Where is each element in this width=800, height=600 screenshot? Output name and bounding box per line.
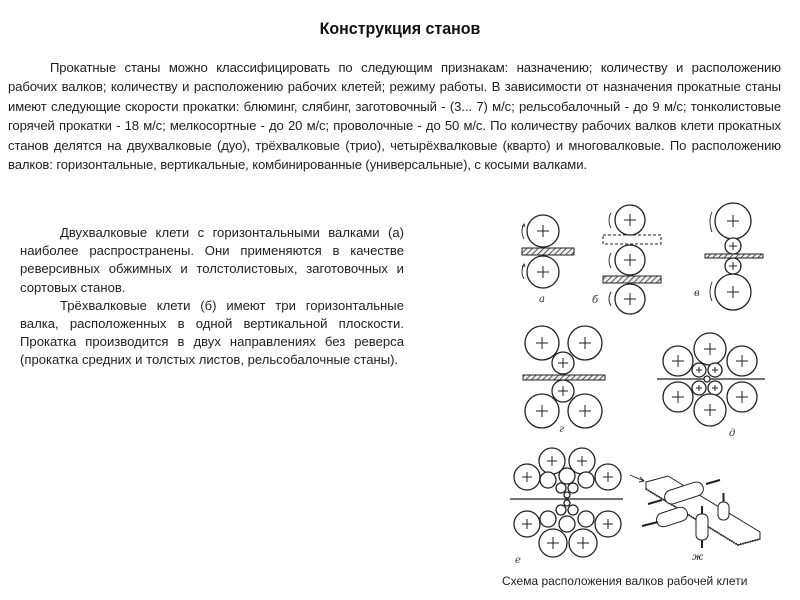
label-g: г: [559, 424, 565, 435]
rotation-arrow-icon: [609, 213, 611, 228]
rotation-arrow-icon: [710, 212, 712, 232]
horizontal-roll-bottom: [642, 505, 689, 528]
diagram-b-three-high-stand: [592, 202, 665, 314]
trio-stand-paragraph: Трёхвалковые клети (б) имеют три горизонтальные валка, расположенных в одной вертикальной плоскости. Прокатка производится в двух направлениях без реверса (прокатка средних и толстых листов, рельсобалочные станы).: [20, 297, 404, 368]
roll: [564, 500, 570, 506]
diagram-zh-universal-stand: [628, 462, 788, 562]
roll: [540, 511, 556, 527]
vertical-roll-back: [718, 493, 729, 520]
roll: [578, 472, 594, 488]
rotation-arrow-icon: [710, 282, 712, 301]
diagram-a-two-high-stand: [510, 208, 580, 303]
roll: [568, 483, 578, 493]
rotation-arrow-icon: [522, 224, 525, 239]
page-title: Конструкция станов: [319, 20, 481, 38]
return-pass-outline: [603, 235, 661, 244]
duo-stand-paragraph: Двухвалковые клети с горизонтальными валками (а) наиболее распространены. Они применяются в качестве реверсивных обжимных и толстолистовых, заготовочных и сортовых станов.: [20, 225, 404, 295]
label-b: б: [592, 295, 599, 306]
label-v: в: [694, 288, 700, 299]
workpiece-strip: [523, 375, 605, 380]
roll: [556, 483, 566, 493]
workpiece-strip: [522, 248, 574, 255]
label-e: е: [515, 555, 521, 566]
roll: [556, 505, 566, 515]
intro-paragraph: Прокатные станы можно классифицировать по следующим признакам: назначению; количеству и расположению рабочих валков; количеству и расположению рабочих клетей; режиму работы. В зависимости от назначения прокатные станы имеют следующие скорости прокатки: блюминг, слябинг, заготовочный - (3... 7) м/с; рельсобалочный - до 9 м/с; тонколистовые горячей прокатки - 18 м/с; мелкосортные - до 20 м/с; проволочные - до 50 м/с. По количеству рабочих валков клети прокатных станов делятся на двухвалковые (дуо), трёхвалковые (трио), четырёхвалковые (кварто) и многовалковые. По расположению валков: горизонтальные, вертикальные, комбинированные (универсальные), с косыми валками.: [8, 60, 781, 173]
rotation-arrow-icon: [522, 264, 525, 279]
diagram-d-cluster-stand: [655, 332, 770, 440]
workpiece-strip: [603, 276, 661, 283]
roll: [559, 516, 575, 532]
label-a: а: [539, 294, 545, 305]
rotation-arrow-icon: [609, 253, 611, 268]
label-d: д: [729, 428, 736, 439]
roll: [578, 511, 594, 527]
label-zh: ж: [692, 552, 704, 563]
roll: [704, 376, 710, 382]
roll: [540, 472, 556, 488]
rotation-arrow-icon: [609, 292, 611, 306]
roll: [568, 505, 578, 515]
workpiece-strip: [705, 254, 763, 258]
figure-caption: Схема расположения валков рабочей клети: [502, 574, 748, 588]
roll: [564, 492, 570, 498]
side-text-block: [20, 224, 404, 370]
diagram-v-four-high-stand: [694, 202, 770, 314]
roll: [559, 468, 575, 484]
diagram-e-twenty-high-stand: [505, 447, 630, 565]
feed-direction-arrow-icon: [630, 475, 644, 482]
diagram-g-six-high-stand: [515, 322, 615, 434]
